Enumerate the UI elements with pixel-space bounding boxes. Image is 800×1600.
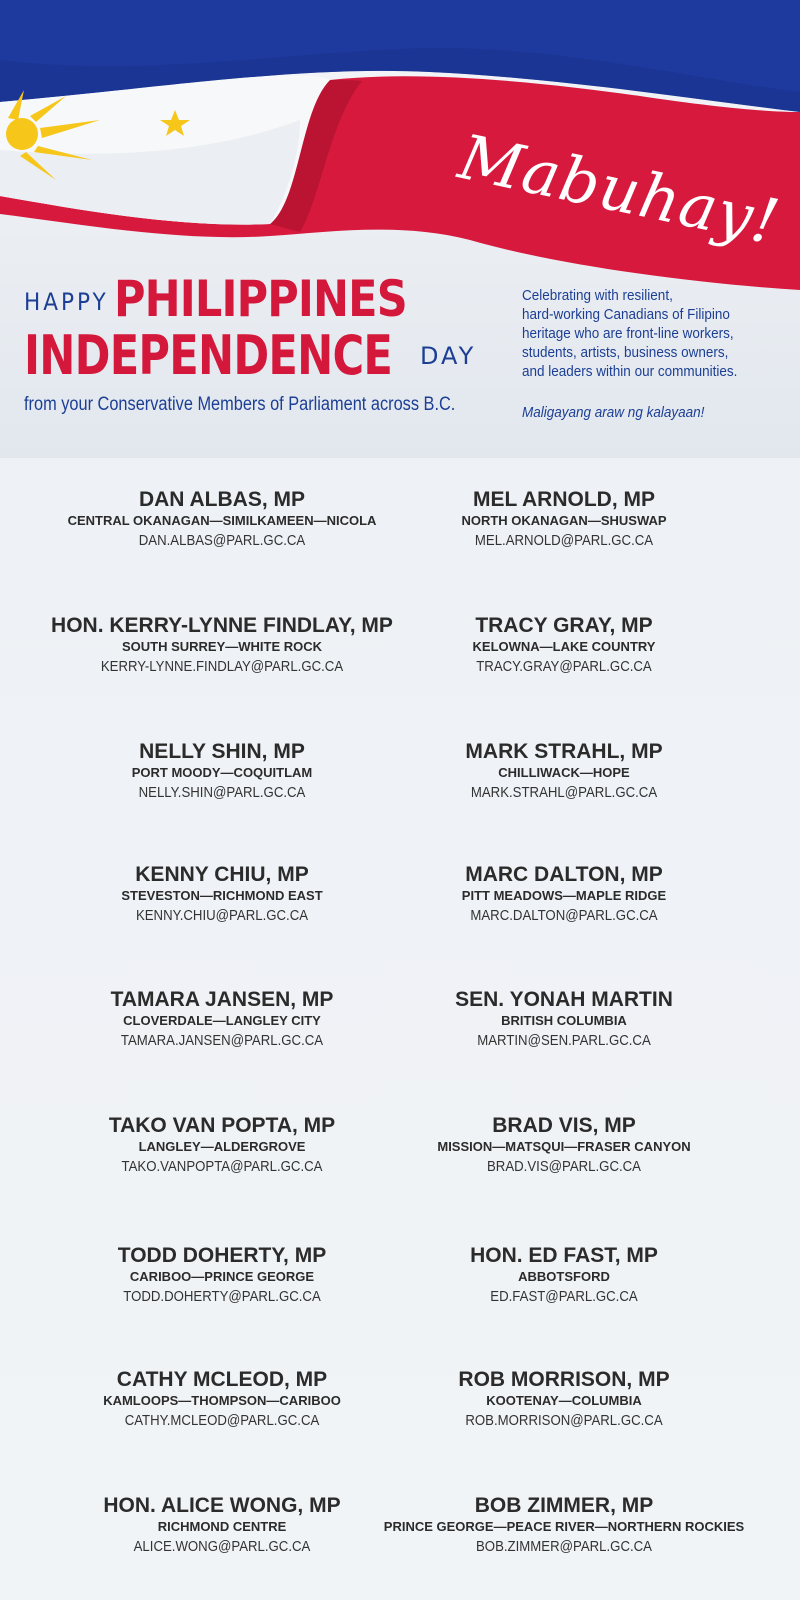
member-card bbox=[374, 1494, 754, 1558]
member-card bbox=[32, 1114, 412, 1178]
celebration-line: students, artists, business owners, bbox=[522, 344, 729, 361]
member-card bbox=[374, 614, 754, 678]
member-email[interactable]: BRAD.VIS@PARL.GC.CA bbox=[487, 1158, 641, 1175]
member-email[interactable]: TAMARA.JANSEN@PARL.GC.CA bbox=[120, 1032, 324, 1049]
member-name: MARK STRAHL, MP bbox=[465, 740, 663, 763]
member-riding: PORT MOODY—COQUITLAM bbox=[131, 765, 313, 780]
member-card bbox=[32, 1368, 412, 1432]
member-name: HON. ALICE WONG, MP bbox=[103, 1494, 341, 1517]
member-name: NELLY SHIN, MP bbox=[139, 740, 305, 763]
member-riding: ABBOTSFORD bbox=[518, 1269, 610, 1284]
member-email[interactable]: CATHY.MCLEOD@PARL.GC.CA bbox=[124, 1412, 320, 1429]
member-email[interactable]: DAN.ALBAS@PARL.GC.CA bbox=[138, 532, 306, 549]
member-riding: RICHMOND CENTRE bbox=[157, 1519, 287, 1534]
member-riding: CHILLIWACK—HOPE bbox=[498, 765, 630, 780]
member-card bbox=[32, 1494, 412, 1558]
member-email[interactable]: TAKO.VANPOPTA@PARL.GC.CA bbox=[121, 1158, 323, 1175]
member-card bbox=[374, 1114, 754, 1178]
tagalog-greeting: Maligayang araw ng kalayaan! bbox=[522, 404, 705, 421]
member-name: DAN ALBAS, MP bbox=[138, 488, 306, 511]
member-name: ROB MORRISON, MP bbox=[458, 1368, 670, 1391]
member-riding: PRINCE GEORGE—PEACE RIVER—NORTHERN ROCKIES bbox=[383, 1519, 745, 1534]
mabuhay-script: Mabuhay! bbox=[452, 120, 786, 259]
member-riding: CARIBOO—PRINCE GEORGE bbox=[129, 1269, 315, 1284]
members-list bbox=[0, 458, 800, 1600]
member-card bbox=[32, 740, 412, 804]
member-name: TODD DOHERTY, MP bbox=[117, 1244, 327, 1267]
member-name: HON. KERRY-LYNNE FINDLAY, MP bbox=[51, 614, 393, 637]
member-email[interactable]: MEL.ARNOLD@PARL.GC.CA bbox=[474, 532, 654, 549]
member-riding: KAMLOOPS—THOMPSON—CARIBOO bbox=[103, 1393, 341, 1408]
member-card bbox=[374, 988, 754, 1052]
member-email[interactable]: MARC.DALTON@PARL.GC.CA bbox=[470, 907, 658, 924]
member-email[interactable]: MARTIN@SEN.PARL.GC.CA bbox=[477, 1032, 651, 1049]
member-card bbox=[374, 863, 754, 927]
member-riding: SOUTH SURREY—WHITE ROCK bbox=[121, 639, 323, 654]
philippine-flag-graphic bbox=[0, 0, 800, 300]
member-card bbox=[374, 1244, 754, 1308]
headline-independence: INDEPENDENCE bbox=[24, 324, 393, 387]
member-email[interactable]: ROB.MORRISON@PARL.GC.CA bbox=[465, 1412, 663, 1429]
member-card bbox=[374, 1368, 754, 1432]
headline-philippines: PHILIPPINES bbox=[114, 270, 407, 328]
member-riding: CLOVERDALE—LANGLEY CITY bbox=[123, 1013, 321, 1028]
member-riding: NORTH OKANAGAN—SHUSWAP bbox=[461, 513, 667, 528]
member-email[interactable]: BOB.ZIMMER@PARL.GC.CA bbox=[476, 1538, 652, 1555]
celebration-message bbox=[522, 286, 792, 381]
member-riding: CENTRAL OKANAGAN—SIMILKAMEEN—NICOLA bbox=[67, 513, 377, 528]
member-email[interactable]: ED.FAST@PARL.GC.CA bbox=[490, 1288, 638, 1305]
from-line: from your Conservative Members of Parliament across B.C. bbox=[24, 394, 456, 415]
member-riding: BRITISH COLUMBIA bbox=[501, 1013, 627, 1028]
member-card bbox=[32, 1244, 412, 1308]
celebration-line: and leaders within our communities. bbox=[522, 363, 738, 380]
member-card bbox=[374, 488, 754, 552]
celebration-line: hard-working Canadians of Filipino bbox=[522, 306, 730, 323]
member-name: TAKO VAN POPTA, MP bbox=[108, 1114, 336, 1137]
member-email[interactable]: KERRY-LYNNE.FINDLAY@PARL.GC.CA bbox=[100, 658, 344, 675]
member-email[interactable]: TRACY.GRAY@PARL.GC.CA bbox=[476, 658, 652, 675]
member-riding: LANGLEY—ALDERGROVE bbox=[138, 1139, 306, 1154]
member-riding: KELOWNA—LAKE COUNTRY bbox=[472, 639, 656, 654]
member-card bbox=[32, 488, 412, 552]
headline-day: DAY bbox=[420, 342, 477, 370]
member-name: SEN. YONAH MARTIN bbox=[455, 988, 673, 1011]
member-card bbox=[32, 988, 412, 1052]
member-name: BOB ZIMMER, MP bbox=[474, 1494, 654, 1517]
member-name: HON. ED FAST, MP bbox=[470, 1244, 658, 1267]
member-name: MARC DALTON, MP bbox=[465, 863, 663, 886]
member-riding: KOOTENAY—COLUMBIA bbox=[486, 1393, 642, 1408]
member-email[interactable]: TODD.DOHERTY@PARL.GC.CA bbox=[123, 1288, 321, 1305]
banner bbox=[0, 0, 800, 458]
member-name: MEL ARNOLD, MP bbox=[473, 488, 655, 511]
member-riding: PITT MEADOWS—MAPLE RIDGE bbox=[461, 888, 667, 903]
headline-happy: HAPPY bbox=[24, 288, 109, 316]
member-card bbox=[374, 740, 754, 804]
member-name: BRAD VIS, MP bbox=[492, 1114, 636, 1137]
member-card bbox=[32, 614, 412, 678]
member-name: TAMARA JANSEN, MP bbox=[110, 988, 334, 1011]
member-name: TRACY GRAY, MP bbox=[475, 614, 653, 637]
member-email[interactable]: NELLY.SHIN@PARL.GC.CA bbox=[138, 784, 306, 801]
member-email[interactable]: KENNY.CHIU@PARL.GC.CA bbox=[135, 907, 309, 924]
member-riding: STEVESTON—RICHMOND EAST bbox=[121, 888, 323, 903]
member-card bbox=[32, 863, 412, 927]
celebration-line: heritage who are front-line workers, bbox=[522, 325, 734, 342]
member-name: KENNY CHIU, MP bbox=[135, 863, 309, 886]
member-email[interactable]: MARK.STRAHL@PARL.GC.CA bbox=[470, 784, 658, 801]
member-riding: MISSION—MATSQUI—FRASER CANYON bbox=[437, 1139, 691, 1154]
celebration-line: Celebrating with resilient, bbox=[522, 287, 673, 304]
member-name: CATHY MCLEOD, MP bbox=[116, 1368, 328, 1391]
member-email[interactable]: ALICE.WONG@PARL.GC.CA bbox=[133, 1538, 311, 1555]
